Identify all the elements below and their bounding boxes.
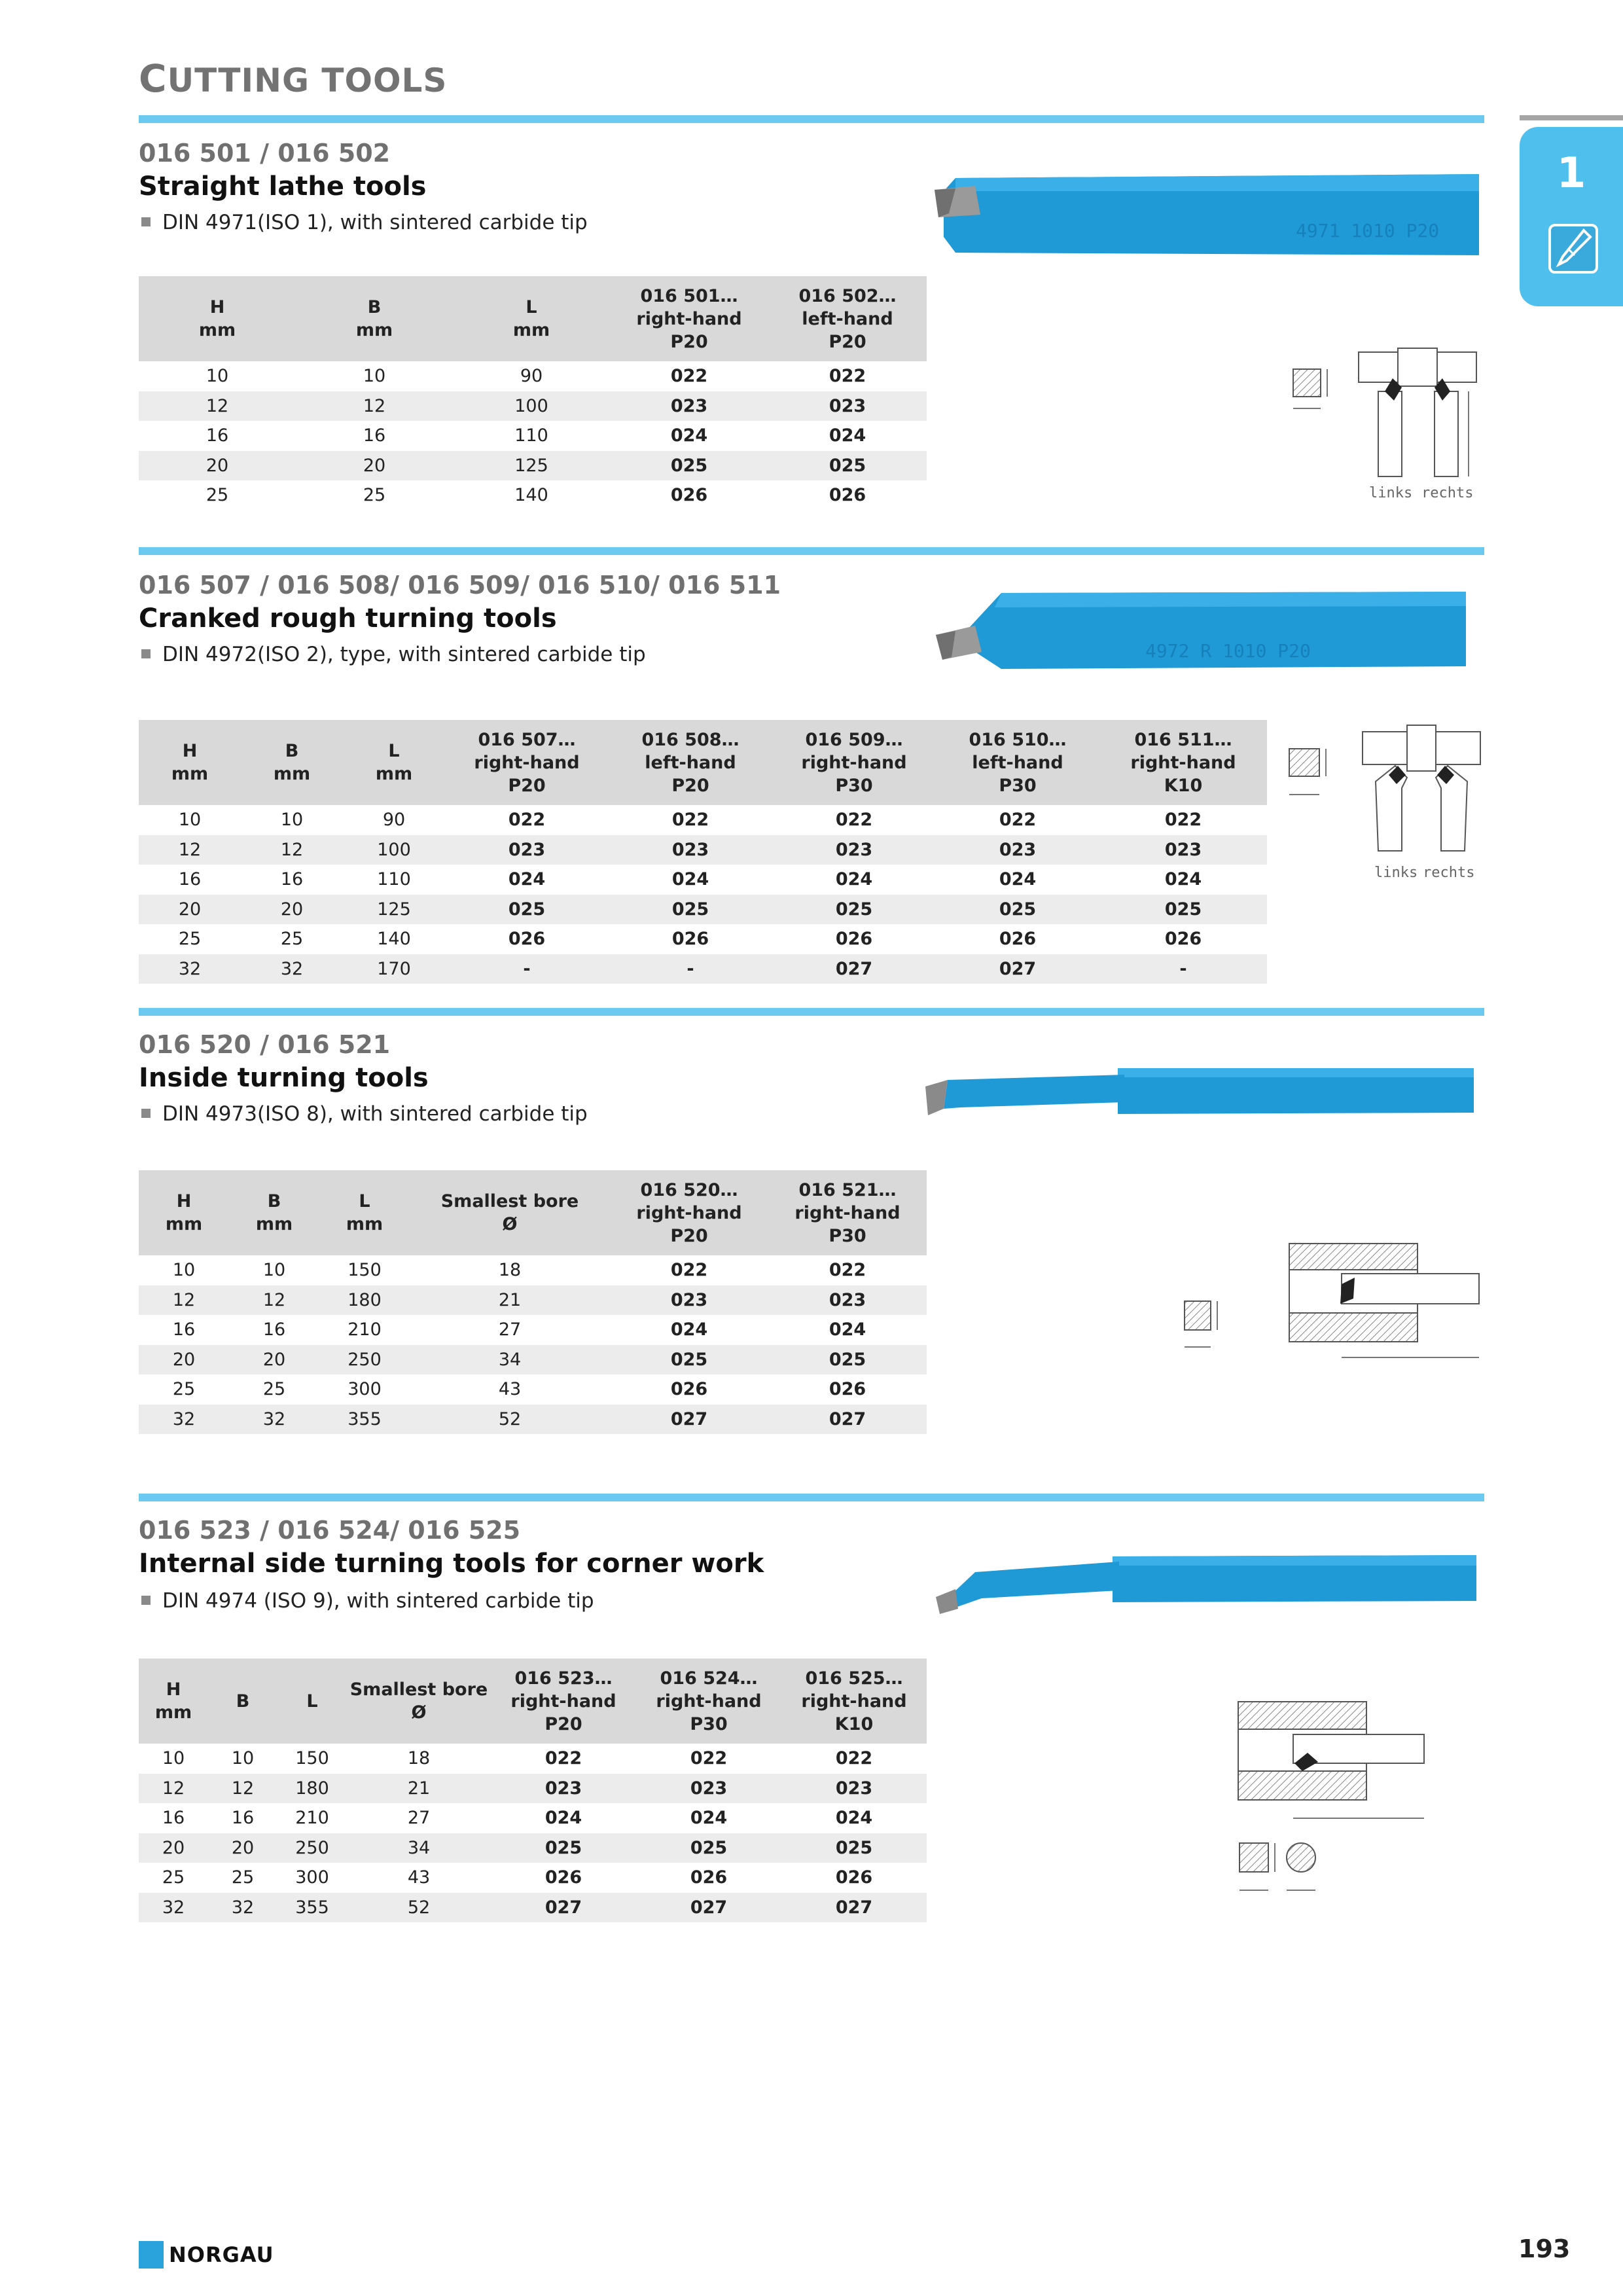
table-cell: 32 (208, 1893, 277, 1923)
brand-square-icon (139, 2241, 164, 2269)
section-2-code: 016 507 / 016 508/ 016 509/ 016 510/ 016 511 (139, 571, 781, 600)
table-cell: 180 (319, 1285, 410, 1316)
header-rule (139, 115, 1484, 123)
table-cell: 12 (296, 391, 453, 422)
table-cell: 140 (514, 485, 548, 506)
col-header: H mm (139, 1659, 208, 1744)
table-cell: 12 (229, 1285, 319, 1316)
table-row (139, 835, 1267, 865)
col-header: B mm (229, 1170, 319, 1255)
table-cell: 12 (139, 1774, 208, 1804)
table-cell: 023 (610, 391, 768, 422)
table-cell: 34 (347, 1833, 491, 1863)
table-cell: 025 (610, 1345, 768, 1375)
table-cell: 170 (343, 954, 445, 984)
table-cell: 10 (262, 1260, 286, 1281)
table-cell: - (1099, 954, 1267, 984)
table-cell: 022 (671, 810, 709, 831)
table-row (139, 421, 927, 451)
table-cell: 023 (636, 1774, 781, 1804)
section-4-code: 016 523 / 016 524/ 016 525 (139, 1516, 521, 1545)
table-cell: 25 (162, 1867, 185, 1888)
table-row (139, 1803, 927, 1833)
table-cell: 210 (348, 1319, 382, 1340)
table-row (139, 1744, 927, 1774)
straight-tool-drawing (1287, 346, 1483, 503)
table-cell: 025 (772, 895, 936, 925)
table-cell: 024 (999, 869, 1037, 890)
table-cell: 300 (295, 1867, 329, 1888)
col-header: 016 507… right-hand P20 (445, 720, 609, 805)
table-cell: 16 (231, 1808, 255, 1829)
table-cell: 027 (636, 1893, 781, 1923)
table-cell: 027 (781, 1893, 927, 1923)
section-1-table (139, 276, 927, 511)
table-row (139, 1774, 927, 1804)
table-cell: 025 (936, 895, 1099, 925)
table-cell: 125 (343, 895, 445, 925)
table-cell: 20 (241, 895, 343, 925)
table-cell: 25 (280, 929, 304, 950)
table-row (139, 865, 1267, 895)
page-number: 193 (1518, 2234, 1571, 2263)
table-row (139, 480, 927, 511)
table-cell: 10 (280, 810, 304, 831)
table-cell: 024 (544, 1808, 582, 1829)
table-cell: 026 (670, 1379, 708, 1400)
table-cell: 32 (229, 1405, 319, 1435)
table-cell: 026 (835, 929, 873, 950)
table-cell: 16 (172, 1319, 196, 1340)
table-cell: 022 (835, 810, 873, 831)
table-cell: 16 (262, 1319, 286, 1340)
brand-name: NORGAU (169, 2242, 274, 2267)
table-cell: 026 (999, 929, 1037, 950)
table-cell: 20 (229, 1345, 319, 1375)
table-cell: 024 (835, 869, 873, 890)
table-cell: 025 (610, 451, 768, 481)
col-header: 016 508… left-hand P20 (609, 720, 772, 805)
table-cell: 32 (139, 1893, 208, 1923)
table-cell: 025 (781, 1833, 927, 1863)
table-cell: 026 (829, 485, 866, 506)
section-1-title: Straight lathe tools (139, 171, 427, 202)
table-cell: 20 (296, 451, 453, 481)
section-2-title: Cranked rough turning tools (139, 603, 557, 634)
section-rule (139, 1494, 1484, 1501)
chapter-number: 1 (1556, 149, 1586, 198)
table-cell: 16 (205, 425, 229, 446)
table-cell: 25 (178, 929, 202, 950)
table-cell: 20 (139, 895, 241, 925)
table-row (139, 391, 927, 422)
table-cell: 10 (205, 366, 229, 387)
table-cell: 025 (1099, 895, 1267, 925)
table-cell: 026 (829, 1379, 866, 1400)
col-header: H mm (139, 1170, 229, 1255)
table-cell: 110 (514, 425, 548, 446)
table-cell: 027 (768, 1405, 927, 1435)
table-cell: 023 (768, 391, 927, 422)
straight-lathe-tool-photo (929, 171, 1479, 263)
table-cell: 024 (829, 1319, 866, 1340)
table-row (139, 1833, 927, 1863)
col-header: L mm (453, 276, 610, 361)
page-title: CUTTING TOOLS (139, 56, 448, 101)
table-cell: 21 (347, 1774, 491, 1804)
table-cell: 32 (139, 1405, 229, 1435)
table-cell: 024 (508, 869, 546, 890)
table-cell: 10 (231, 1748, 255, 1769)
table-header-row (139, 720, 1267, 805)
table-header-row (139, 1170, 927, 1255)
col-header: 016 523… right-hand P20 (491, 1659, 636, 1744)
drawing-label-right: rechts (1421, 485, 1474, 501)
table-cell: 022 (829, 1260, 866, 1281)
table-row (139, 1893, 927, 1923)
table-cell: 022 (508, 810, 546, 831)
col-header: 016 502… left-hand P20 (768, 276, 927, 361)
col-header: B mm (296, 276, 453, 361)
col-header: B (208, 1659, 277, 1744)
table-cell: 024 (670, 1319, 708, 1340)
table-cell: 025 (609, 895, 772, 925)
table-cell: 16 (162, 1808, 185, 1829)
table-cell: 32 (241, 954, 343, 984)
side-tab-line (1520, 115, 1623, 120)
table-cell: 022 (544, 1748, 582, 1769)
table-cell: 52 (347, 1893, 491, 1923)
table-row (139, 361, 927, 391)
table-cell: 023 (610, 1285, 768, 1316)
section-3-title: Inside turning tools (139, 1063, 429, 1093)
table-cell: 023 (781, 1774, 927, 1804)
chapter-tab[interactable] (1520, 127, 1623, 306)
table-cell: 022 (829, 366, 866, 387)
table-cell: 43 (407, 1867, 431, 1888)
col-header: 016 509… right-hand P30 (772, 720, 936, 805)
table-row (139, 1405, 927, 1435)
table-row (139, 895, 1267, 925)
drill-icon (1548, 224, 1598, 274)
table-cell: 023 (609, 835, 772, 865)
col-header: H mm (139, 720, 241, 805)
bullet-icon (141, 217, 151, 226)
table-cell: 025 (636, 1833, 781, 1863)
section-3-code: 016 520 / 016 521 (139, 1030, 391, 1059)
table-cell: 16 (280, 869, 304, 890)
table-cell: 022 (1164, 810, 1202, 831)
table-row (139, 954, 1267, 984)
drawing-label-left: links (1374, 865, 1418, 881)
drawing-label-right: rechts (1423, 865, 1475, 881)
table-cell: 25 (262, 1379, 286, 1400)
table-cell: 10 (162, 1748, 185, 1769)
col-header: 016 501… right-hand P20 (610, 276, 768, 361)
table-cell: 100 (343, 835, 445, 865)
table-cell: 025 (491, 1833, 636, 1863)
table-cell: 27 (498, 1319, 522, 1340)
drawing-label-left: links (1369, 485, 1413, 501)
table-cell: 022 (690, 1748, 728, 1769)
section-3-desc: DIN 4973(ISO 8), with sintered carbide tip (141, 1102, 588, 1126)
table-row (139, 1374, 927, 1405)
table-cell: 024 (670, 425, 708, 446)
table-cell: 023 (491, 1774, 636, 1804)
cranked-tool-drawing (1284, 723, 1483, 886)
section-4-title: Internal side turning tools for corner work (139, 1549, 764, 1579)
col-header: H mm (139, 276, 296, 361)
table-cell: 022 (670, 1260, 708, 1281)
table-cell: - (445, 954, 609, 984)
col-header: 016 525… right-hand K10 (781, 1659, 927, 1744)
table-cell: 024 (1164, 869, 1202, 890)
table-cell: 16 (363, 425, 386, 446)
table-cell: 32 (139, 954, 241, 984)
table-cell: 43 (498, 1379, 522, 1400)
table-cell: 25 (172, 1379, 196, 1400)
table-cell: 12 (139, 1285, 229, 1316)
table-cell: 025 (768, 451, 927, 481)
table-cell: 12 (139, 391, 296, 422)
table-cell: 250 (319, 1345, 410, 1375)
table-header-row (139, 276, 927, 361)
table-row (139, 924, 1267, 954)
table-cell: 355 (319, 1405, 410, 1435)
table-cell: 026 (835, 1867, 873, 1888)
inside-turning-drawing (1178, 1236, 1486, 1373)
table-cell: 023 (1099, 835, 1267, 865)
bullet-icon (141, 1109, 151, 1118)
section-2-table (139, 720, 1267, 984)
brand-logo (139, 2241, 274, 2269)
col-header: 016 524… right-hand P30 (636, 1659, 781, 1744)
table-cell: 25 (363, 485, 386, 506)
table-cell: 026 (544, 1867, 582, 1888)
section-1-desc: DIN 4971(ISO 1), with sintered carbide tip (141, 211, 588, 234)
table-cell: 026 (670, 485, 708, 506)
table-cell: 20 (139, 1345, 229, 1375)
col-header: 016 521… right-hand P30 (768, 1170, 927, 1255)
table-cell: 026 (508, 929, 546, 950)
table-cell: 20 (139, 451, 296, 481)
table-cell: 12 (208, 1774, 277, 1804)
table-cell: 023 (445, 835, 609, 865)
col-header: Smallest bore Ø (410, 1170, 610, 1255)
col-header: L mm (343, 720, 445, 805)
table-cell: 023 (936, 835, 1099, 865)
table-cell: 022 (835, 1748, 873, 1769)
section-3-table (139, 1170, 927, 1434)
table-cell: 210 (295, 1808, 329, 1829)
table-cell: 90 (382, 810, 406, 831)
table-cell: 027 (491, 1893, 636, 1923)
table-cell: 20 (139, 1833, 208, 1863)
corner-work-drawing (1234, 1698, 1431, 1901)
table-row (139, 1863, 927, 1893)
table-cell: 023 (772, 835, 936, 865)
section-4-table (139, 1659, 927, 1922)
table-cell: 52 (410, 1405, 610, 1435)
table-row (139, 1315, 927, 1345)
table-cell: 024 (671, 869, 709, 890)
table-cell: 10 (363, 366, 386, 387)
section-rule (139, 1008, 1484, 1016)
table-cell: 355 (277, 1893, 347, 1923)
table-cell: 12 (241, 835, 343, 865)
table-cell: 026 (1164, 929, 1202, 950)
table-cell: 34 (410, 1345, 610, 1375)
table-cell: 026 (690, 1867, 728, 1888)
table-cell: 18 (498, 1260, 522, 1281)
cranked-tool-photo (929, 586, 1472, 685)
col-header: Smallest bore Ø (347, 1659, 491, 1744)
table-cell: - (609, 954, 772, 984)
section-1-code: 016 501 / 016 502 (139, 139, 391, 168)
table-cell: 100 (453, 391, 610, 422)
svg-text:4972 R 1010 P20: 4972 R 1010 P20 (1145, 640, 1311, 662)
col-header: L mm (319, 1170, 410, 1255)
table-cell: 20 (208, 1833, 277, 1863)
table-cell: 022 (670, 366, 708, 387)
table-cell: 027 (936, 954, 1099, 984)
col-header: 016 510… left-hand P30 (936, 720, 1099, 805)
corner-work-tool-photo (929, 1549, 1479, 1621)
table-cell: 25 (231, 1867, 255, 1888)
table-cell: 180 (277, 1774, 347, 1804)
table-cell: 022 (999, 810, 1037, 831)
table-row (139, 451, 927, 481)
section-2-desc: DIN 4972(ISO 2), type, with sintered carbide tip (141, 643, 646, 666)
col-header: 016 520… right-hand P20 (610, 1170, 768, 1255)
col-header: B mm (241, 720, 343, 805)
table-cell: 27 (407, 1808, 431, 1829)
table-cell: 024 (690, 1808, 728, 1829)
table-cell: 025 (445, 895, 609, 925)
table-cell: 024 (835, 1808, 873, 1829)
section-rule (139, 547, 1484, 555)
table-cell: 150 (348, 1260, 382, 1281)
table-row (139, 805, 1267, 835)
table-cell: 10 (172, 1260, 196, 1281)
table-header-row (139, 1659, 927, 1744)
table-cell: 18 (407, 1748, 431, 1769)
table-cell: 110 (377, 869, 411, 890)
table-cell: 024 (829, 425, 866, 446)
table-cell: 16 (178, 869, 202, 890)
svg-text:4971 1010 P20: 4971 1010 P20 (1296, 220, 1440, 242)
table-row (139, 1285, 927, 1316)
table-cell: 300 (348, 1379, 382, 1400)
bullet-icon (141, 1596, 151, 1605)
section-4-desc: DIN 4974 (ISO 9), with sintered carbide tip (141, 1589, 594, 1613)
table-cell: 21 (410, 1285, 610, 1316)
table-cell: 90 (520, 366, 543, 387)
table-cell: 10 (178, 810, 202, 831)
table-cell: 25 (205, 485, 229, 506)
table-cell: 027 (772, 954, 936, 984)
table-row (139, 1255, 927, 1285)
table-row (139, 1345, 927, 1375)
table-cell: 125 (453, 451, 610, 481)
table-cell: 12 (139, 835, 241, 865)
table-cell: 150 (295, 1748, 329, 1769)
table-cell: 250 (277, 1833, 347, 1863)
col-header: 016 511… right-hand K10 (1099, 720, 1267, 805)
bullet-icon (141, 649, 151, 658)
table-cell: 027 (610, 1405, 768, 1435)
table-cell: 140 (377, 929, 411, 950)
col-header: L (277, 1659, 347, 1744)
table-cell: 026 (671, 929, 709, 950)
table-cell: 023 (768, 1285, 927, 1316)
inside-turning-tool-photo (921, 1062, 1478, 1121)
table-cell: 025 (768, 1345, 927, 1375)
